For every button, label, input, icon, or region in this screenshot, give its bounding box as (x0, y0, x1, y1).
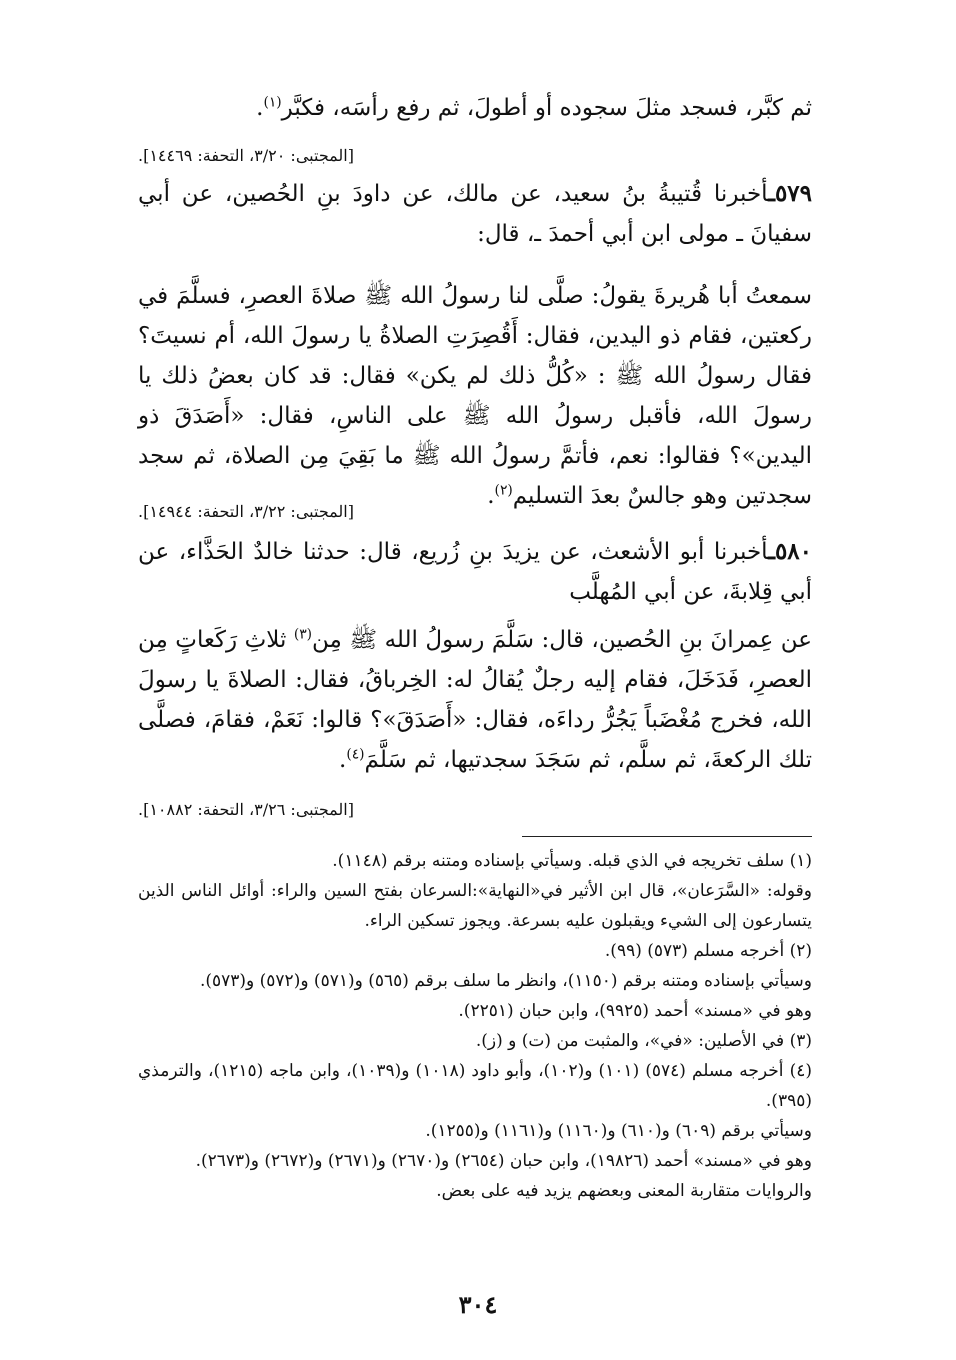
footnote-marker-3: (٣) (293, 626, 313, 643)
reference-578 (138, 144, 812, 168)
footnote-line: وسيأتي بإسناده ومتنه برقم (١١٥٠)، وانظر ما سلف برقم (٥٦٥) و(٥٧١) و(٥٧٢) و(٥٧٣). (199, 971, 812, 991)
footnotes (138, 846, 812, 1206)
hadith-580-body-a: عن عِمرانَ بنِ الحُصين، قال: سَلَّمَ رسولُ الله ﷺ مِن (312, 627, 813, 653)
hadith-579-chain (138, 174, 812, 254)
hadith-580-body-b: ثلاثِ رَكَعاتٍ مِن العصرِ، فَدَخَلَ، فقام إليه رجلٌ يُقالُ له: الخِرباقُ، فقال: الصلاةَ يا رسولَ الله، فخرج مُغْضَباً يَجُرُّ رداءَه، فقال: «أَصَدَقَ»؟ قالوا: نَعَمْ، فقامَ، فصلَّى تلك الركعةَ، ثم سلَّم، ثم سَجَدَ سجدتيها، ثم سَلَّمَ (138, 627, 812, 773)
footnote-line: وهو في «مسند» أحمد (١٩٨٢٦)، وابن حبان (٢٦٥٤) و(٢٦٧٠) و(٢٦٧١) و(٢٦٧٢) و(٢٦٧٣). (195, 1151, 812, 1171)
footnote-marker-1: (١) (263, 94, 282, 111)
reference-579 (138, 500, 812, 524)
footnote-line: (٣) في الأصلين: «في»، والمثبت من (ت) و (ز). (475, 1031, 812, 1051)
hadith-579-end: . (487, 483, 495, 509)
footnote-line: (٢) أخرجه مسلم (٥٧٣) (٩٩). (604, 941, 812, 961)
footnote-divider (522, 836, 812, 837)
footnote-line: وهو في «مسند» أحمد (٩٩٢٥)، وابن حبان (٢٢٥١). (458, 1001, 812, 1021)
footnote-marker-4: (٤) (346, 746, 365, 763)
hadith-580-end: . (339, 747, 347, 773)
hadith-580-body (138, 620, 812, 780)
hadith-579-body (138, 276, 812, 516)
reference-580-text: [المجتبى: ٣/٢٦، التحفة: ١٠٨٨٢]. (138, 800, 354, 819)
page-number: ٣٠٤ (458, 1290, 498, 1319)
footnote-line: والروايات متقاربة المعنى وبعضهم يزيد فيه على بعض. (436, 1181, 812, 1201)
hadith-580-number: ٥٨٠ـ (768, 538, 812, 565)
hadith-580-chain-text: أخبرنا أبو الأشعث، عن يزيدَ بنِ زُريع، قال: حدثنا خالدٌ الحَذَّاء، عن أبي قِلابةَ، عن أبي المُهلَّب (138, 539, 812, 605)
reference-580 (138, 798, 812, 822)
reference-578-text: [المجتبى: ٣/٢٠، التحفة: ١٤٤٦٩]. (138, 146, 354, 165)
hadith-579-chain-text: أخبرنا قُتيبةُ بنُ سعيد، عن مالك، عن داودَ بنِ الحُصين، عن أبي سفيانَ ـ مولى ابن أبي أحمدَ ـ، قال: (138, 181, 812, 247)
top-continuation (138, 88, 812, 128)
continuation-text: ثم كبَّر، فسجد مثلَ سجوده أو أطولَ، ثم رفع رأسَه، فكبَّر (281, 95, 812, 121)
reference-579-text: [المجتبى: ٣/٢٢، التحفة: ١٤٩٤٤]. (138, 502, 354, 521)
footnote-line: (١) سلف تخريجه في الذي قبله. وسيأتي بإسناده ومتنه برقم (١١٤٨). (332, 851, 812, 871)
footnote-line: (٤) أخرجه مسلم (٥٧٤) (١٠١) و(١٠٢)، وأبو داود (١٠١٨) و(١٠٣٩)، وابن ماجه (١٢١٥)، والترمذي (٣٩٥). (138, 1061, 812, 1111)
hadith-580-chain (138, 532, 812, 612)
footnote-line: وقوله: «السَّرَعان»، قال ابن الأثير في«النهاية»:السرعان بفتح السين والراء: أوائل الناس الذين يتسارعون إلى الشيء ويقبلون عليه بسرعة. ويجوز تسكين الراء. (138, 881, 812, 931)
footnote-line: وسيأتي برقم (٦٠٩) و(٦١٠) و(١١٦٠) و(١١٦١) و(١٢٥٥). (425, 1121, 812, 1141)
hadith-579-number: ٥٧٩ـ (768, 180, 812, 207)
footnote-marker-2: (٢) (494, 482, 513, 499)
continuation-end: . (256, 95, 264, 121)
hadith-579-body-text: سمعتُ أبا هُريرةَ يقولُ: صلَّى لنا رسولُ الله ﷺ صلاةَ العصرِ، فسلَّمَ في ركعتين، فقام ذو اليدين، فقال: أَقُصِرَتِ الصلاةُ يا رسولَ الله، أم نسيتَ؟ فقال رسولُ الله ﷺ : «كُلُّ ذلك لم يكن» فقال: قد كان بعضُ ذلك يا رسولَ الله، فأقبل رسولُ الله ﷺ على الناسِ، فقال: «أَصَدَقَ ذو اليدين»؟ فقالوا: نعم، فأتمَّ رسولُ الله ﷺ ما بَقِيَ مِن الصلاة، ثم سجد سجدتين وهو جالسٌ بعدَ التسليم (138, 283, 812, 509)
